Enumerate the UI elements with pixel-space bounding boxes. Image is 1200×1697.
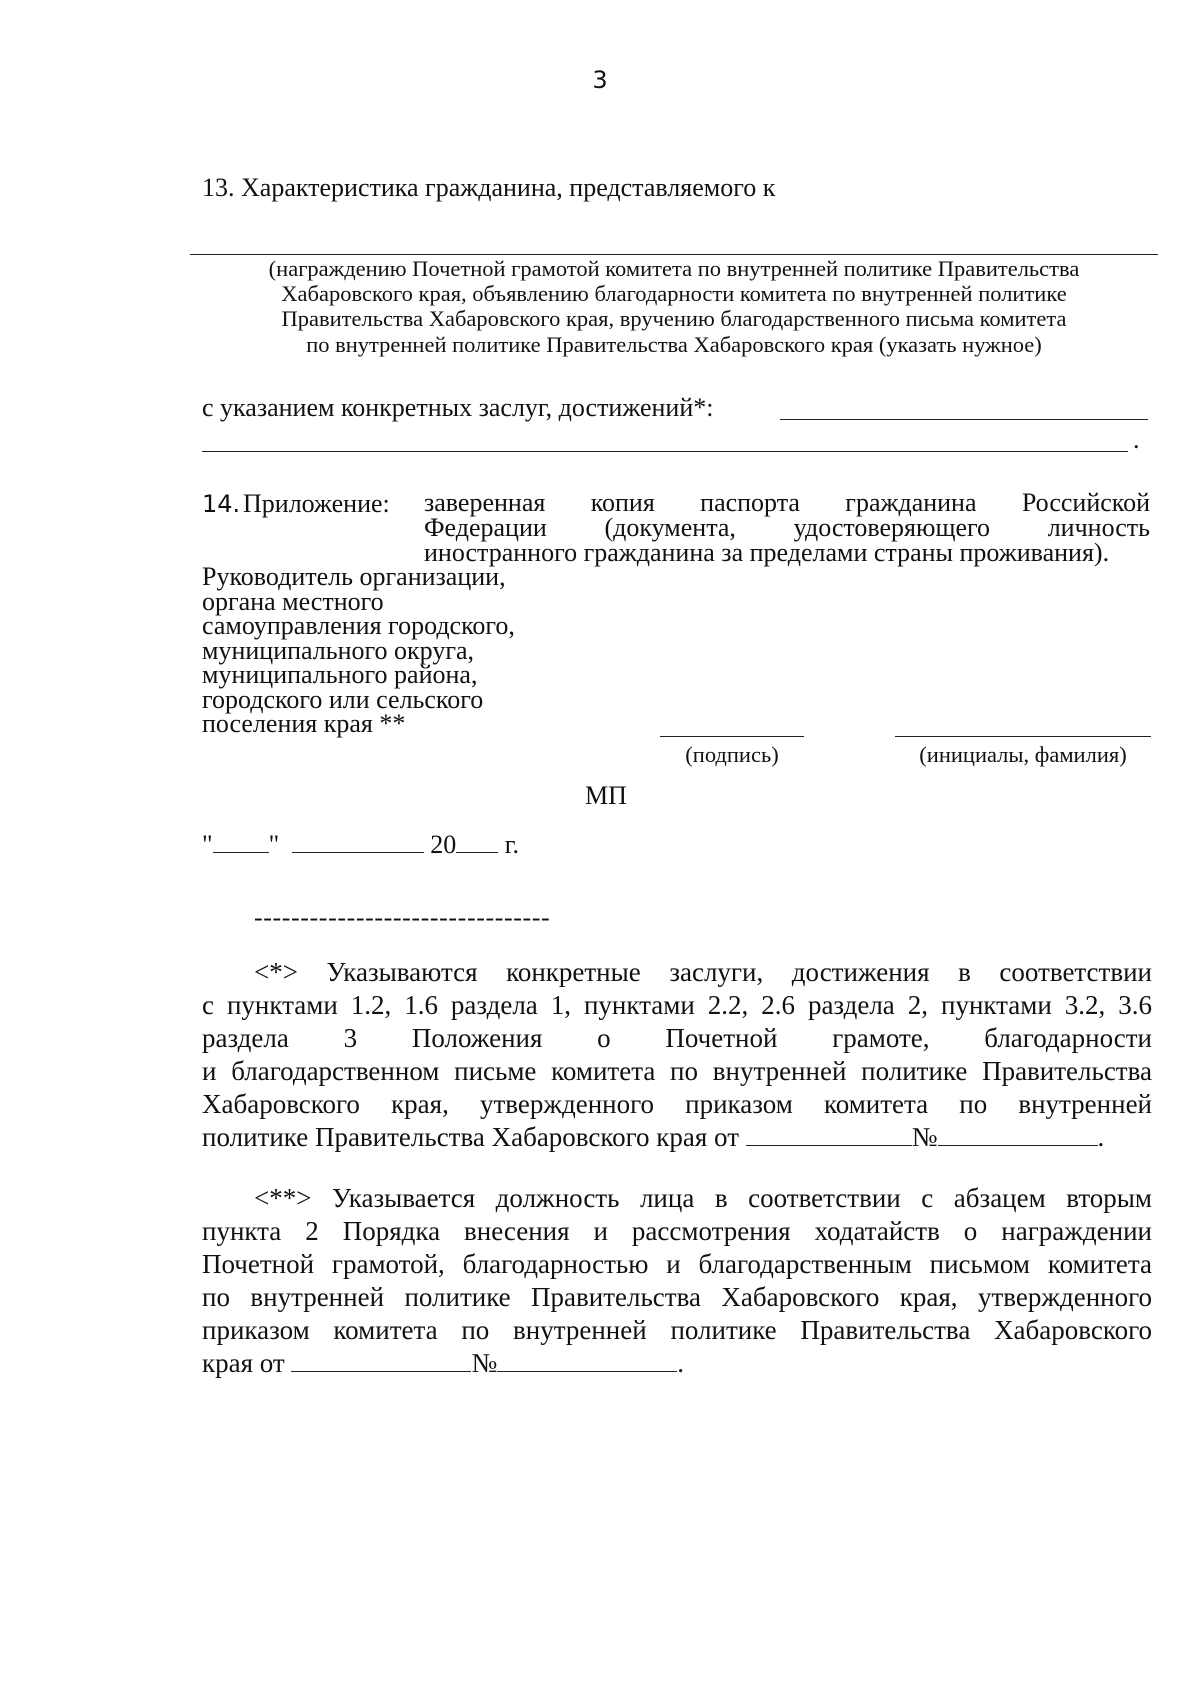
footnote-1-line: <*> Указываются конкретные заслуги, достижения в соответствии (254, 957, 1152, 987)
appendix-line: заверенная копия паспорта гражданина Российской (424, 488, 1150, 517)
number-sign-2: № (471, 1348, 498, 1378)
date-quote-close: " (268, 830, 280, 859)
footnote-1 (202, 956, 1152, 1154)
footnote-2-line: <**> Указывается должность лица в соответствии с абзацем вторым (254, 1183, 1152, 1213)
order-date-blank-2 (291, 1349, 471, 1372)
signature-line (660, 736, 804, 737)
footnote-1-line: и благодарственном письме комитета по внутренней политике Правительства (202, 1056, 1152, 1086)
caption-line: по внутренней политике Правительства Хабаровского края (указать нужное) (306, 331, 1042, 357)
head-title-line: городского или сельского (202, 684, 484, 714)
head-title-line: Руководитель организации, (202, 562, 506, 591)
year-blank (456, 830, 498, 853)
order-date-blank (746, 1123, 912, 1146)
head-title-line: органа местного (202, 586, 384, 616)
head-title-block (202, 562, 515, 738)
caption-line: Правительства Хабаровского края, вручению благодарственного письма комитета (281, 306, 1067, 332)
date-year-suffix: г. (504, 830, 519, 859)
month-blank (292, 830, 424, 853)
footnote-2-last-line (202, 1347, 1152, 1380)
appendix-line: иностранного гражданина за пределами страны проживания). (424, 538, 1110, 567)
number-sign: № (911, 1122, 938, 1152)
footnote-2-line: по внутренней политике Правительства Хабаровского края, утвержденного (202, 1282, 1152, 1312)
appendix-text (424, 490, 1150, 565)
caption-line: Хабаровского края, объявлению благодарности комитета по внутренней политике (281, 281, 1067, 307)
caption-line: (награждению Почетной грамотой комитета по внутренней политике Правительства (268, 256, 1080, 281)
merits-line-2 (202, 451, 1128, 452)
head-title-line: муниципального района, (202, 660, 478, 689)
day-blank (213, 830, 269, 853)
characteristic-line (190, 254, 1158, 255)
footnote-separator: -------------------------------- (254, 903, 551, 932)
appendix-line: Федерации (документа, удостоверяющего личность (424, 513, 1150, 542)
head-title-line: поселения края ** (202, 709, 406, 738)
footnote-2-line: Почетной грамотой, благодарностью и благодарственным письмом комитета (202, 1249, 1152, 1279)
footnote-1-last-prefix: политике Правительства Хабаровского края от (202, 1122, 739, 1152)
end-dot: . (1097, 1122, 1105, 1152)
stamp-label: МП (585, 781, 627, 810)
footnote-2-line: пункта 2 Порядка внесения и рассмотрения ходатайств о награждении (202, 1216, 1152, 1246)
merits-line-1 (780, 419, 1148, 420)
name-line (895, 736, 1151, 737)
section-13-label (202, 174, 775, 203)
footnote-2 (202, 1182, 1152, 1380)
head-title-line: муниципального округа, (202, 635, 475, 665)
section-14-label: 14. (202, 490, 241, 518)
merits-end-dot: . (1133, 425, 1140, 454)
footnote-1-last-line (202, 1121, 1152, 1154)
footnote-2-line: приказом комитета по внутренней политике Правительства Хабаровского (202, 1315, 1152, 1345)
name-caption: (инициалы, фамилия) (919, 742, 1127, 767)
appendix-word: Приложение: (243, 489, 390, 518)
page-number: 3 (592, 66, 608, 94)
date-quote-open: " (202, 830, 213, 859)
date-year-prefix: 20 (430, 830, 457, 859)
signature-caption: (подпись) (685, 742, 779, 767)
end-dot-2: . (677, 1348, 684, 1378)
footnote-1-line: раздела 3 Положения о Почетной грамоте, благодарности (202, 1023, 1152, 1053)
date-line (202, 830, 519, 860)
order-number-blank (938, 1123, 1098, 1146)
footnote-1-line: с пунктами 1.2, 1.6 раздела 1, пунктами 2.2, 2.6 раздела 2, пунктами 3.2, 3.6 (202, 990, 1152, 1020)
footnote-1-line: Хабаровского края, утвержденного приказом комитета по внутренней (202, 1089, 1152, 1119)
caption-block (190, 256, 1158, 357)
merits-label: с указанием конкретных заслуг, достижений*: (202, 393, 714, 422)
footnote-2-last-prefix: края от (202, 1348, 285, 1378)
head-title-line: самоуправления городского, (202, 611, 515, 640)
order-number-blank-2 (497, 1349, 677, 1372)
section-13-title: 13. Характеристика гражданина, представляемого к (202, 173, 776, 202)
